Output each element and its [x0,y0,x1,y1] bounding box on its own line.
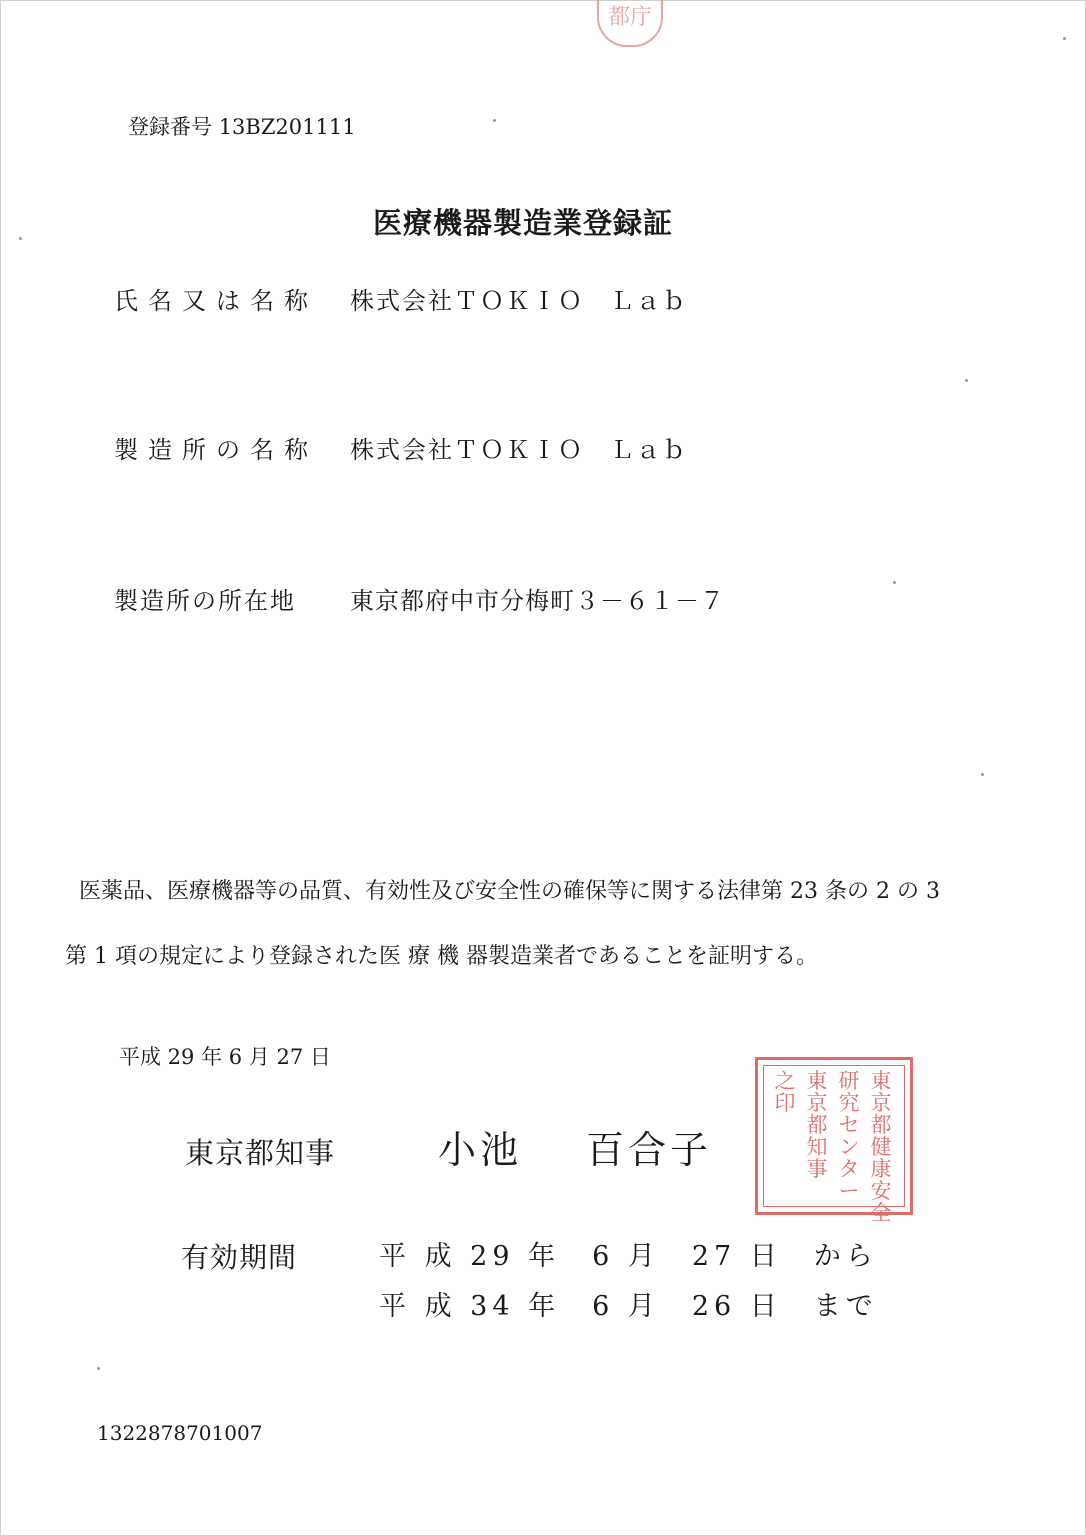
facility-address-label: 製造所の所在地 [114,587,296,615]
seal-column-2: 研究センター [838,1069,860,1203]
scan-speck [965,379,968,382]
governor-title: 東京都知事 [185,1136,336,1170]
facility-name-value: 株式会社ＴＯＫＩＯ Ｌａｂ [350,436,688,464]
governor-given-name: 百合子 [586,1128,713,1172]
governor-surname: 小池 [438,1128,523,1172]
statement-line-1: 医薬品、医療機器等の品質、有効性及び安全性の確保等に関する法律第 23 条の 2 の 3 [79,879,940,904]
registration-number: 13BZ201111 [218,115,356,139]
seal-column-3: 東京都知事 [806,1069,828,1181]
facility-name-label: 製造所の名称 [114,436,318,464]
facility-address-value: 東京都府中市分梅町３－６１－７ [350,587,725,615]
statement-line-2: 第 1 項の規定により登録された医 療 機 器製造業者であることを証明する。 [65,944,818,969]
scan-speck [981,773,984,776]
official-seal [755,1057,913,1225]
seal-column-4: 之印 [774,1069,796,1115]
name-value: 株式会社ＴＯＫＩＯ Ｌａｂ [350,287,688,315]
registration-number-line [128,111,356,141]
scan-speck [1063,37,1066,40]
governor-name [438,1119,712,1174]
scan-speck [893,581,896,584]
scan-speck [493,119,496,122]
name-label: 氏名又は名称 [114,287,318,315]
document-code: 1322878701007 [97,1421,263,1445]
top-stamp-seal [597,0,663,47]
registration-label: 登録番号 [128,115,212,139]
scan-speck [97,1367,100,1370]
seal-column-1: 東京都健康安全 [870,1069,892,1225]
validity-from: 平 成 29 年 6 月 27 日 から [379,1241,878,1272]
scan-speck [19,237,22,240]
validity-to: 平 成 34 年 6 月 26 日 まで [379,1291,878,1322]
issue-date: 平成 29 年 6 月 27 日 [119,1045,331,1069]
top-stamp-text: 都庁 [607,5,652,30]
validity-label: 有効期間 [181,1241,298,1274]
document-title: 医療機器製造業登録証 [373,206,674,240]
